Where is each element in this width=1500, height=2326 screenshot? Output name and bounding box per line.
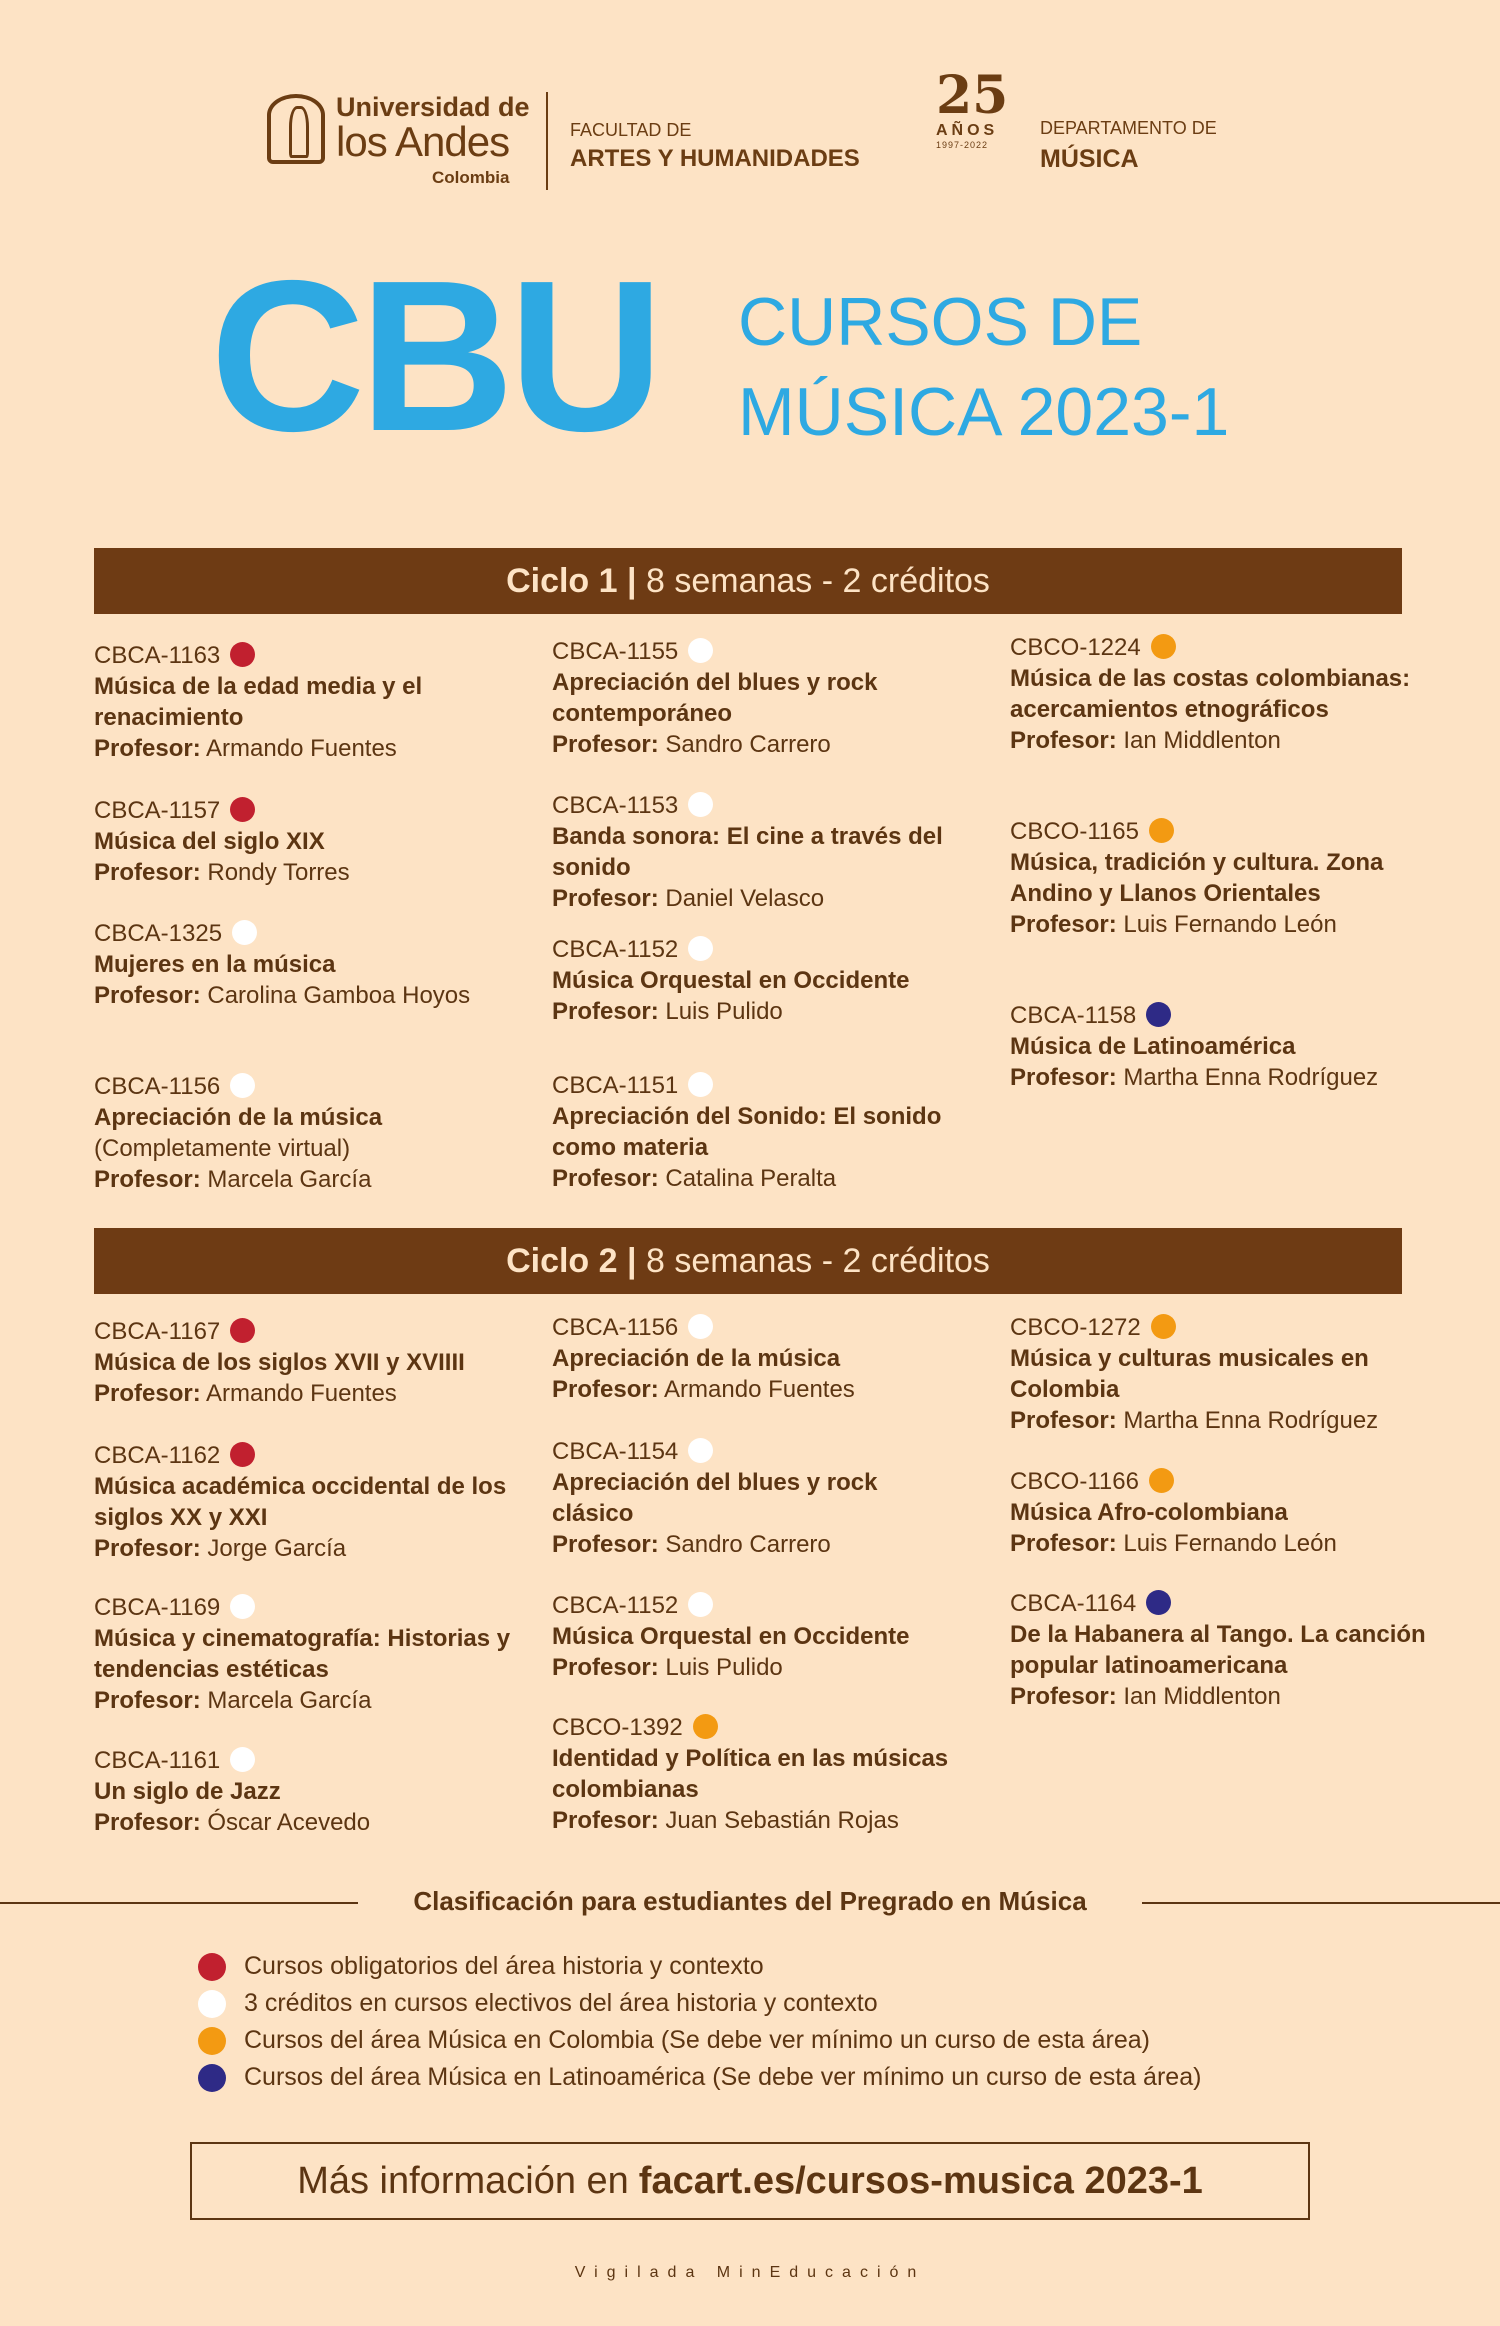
professor-name: Daniel Velasco bbox=[665, 885, 825, 912]
course-card bbox=[1010, 1000, 1450, 1093]
course-code: CBCA-1158 bbox=[1010, 1002, 1137, 1029]
course-title: Un siglo de Jazz bbox=[94, 1778, 281, 1805]
cycle2-details: 8 semanas - 2 créditos bbox=[645, 1241, 990, 1280]
legend-item bbox=[198, 2063, 1201, 2092]
course-professor bbox=[552, 883, 962, 914]
more-info-prefix: Más información en bbox=[297, 2159, 629, 2202]
professor-name: Luis Fernando León bbox=[1123, 1530, 1337, 1557]
professor-label: Profesor: bbox=[94, 1380, 201, 1407]
course-code: CBCA-1169 bbox=[94, 1594, 221, 1621]
course-professor bbox=[552, 1805, 962, 1836]
course-title: Música y cinematografía: Historias y tendencias estéticas bbox=[94, 1625, 511, 1683]
hero-acronym: CBU bbox=[210, 235, 658, 476]
course-code: CBCA-1156 bbox=[94, 1073, 221, 1100]
faculty-name: ARTES Y HUMANIDADES bbox=[570, 145, 860, 172]
professor-name: Juan Sebastián Rojas bbox=[665, 1807, 899, 1834]
professor-name: Sandro Carrero bbox=[665, 731, 831, 758]
course-title: Música de las costas colombianas: acercamientos etnográficos bbox=[1010, 665, 1411, 723]
course-title: Mujeres en la música bbox=[94, 951, 336, 978]
course-title: Banda sonora: El cine a través del sonido bbox=[552, 823, 943, 881]
course-code: CBCA-1161 bbox=[94, 1747, 221, 1774]
course-code: CBCA-1152 bbox=[552, 1592, 679, 1619]
classification-title: Clasificación para estudiantes del Pregrado en Música bbox=[413, 1886, 1087, 1916]
legend-text: 3 créditos en cursos electivos del área historia y contexto bbox=[244, 1989, 878, 2017]
professor-label: Profesor: bbox=[94, 982, 201, 1009]
course-code: CBCA-1153 bbox=[552, 792, 679, 819]
legend-item bbox=[198, 1952, 764, 1981]
professor-label: Profesor: bbox=[1010, 911, 1117, 938]
professor-name: Armando Fuentes bbox=[206, 1380, 397, 1407]
professor-label: Profesor: bbox=[552, 1654, 659, 1681]
course-code: CBCA-1167 bbox=[94, 1318, 221, 1345]
anniversary-logo bbox=[936, 65, 1009, 150]
course-professor bbox=[94, 1685, 514, 1716]
course-code: CBCO-1272 bbox=[1010, 1314, 1141, 1341]
professor-label: Profesor: bbox=[94, 735, 201, 762]
course-code: CBCA-1155 bbox=[552, 638, 679, 665]
course-card bbox=[552, 934, 962, 1027]
navy-dot-icon bbox=[198, 2064, 226, 2092]
course-title: Apreciación del Sonido: El sonido como materia bbox=[552, 1103, 942, 1161]
course-title: Música, tradición y cultura. Zona Andino y Llanos Orientales bbox=[1010, 849, 1384, 907]
course-title: Música Orquestal en Occidente bbox=[552, 1623, 910, 1650]
university-logo-icon bbox=[267, 94, 325, 164]
course-card bbox=[1010, 1466, 1450, 1559]
professor-label: Profesor: bbox=[1010, 1530, 1117, 1557]
course-professor bbox=[1010, 1528, 1450, 1559]
professor-label: Profesor: bbox=[552, 731, 659, 758]
faculty-label: FACULTAD DE bbox=[570, 120, 692, 140]
course-card bbox=[552, 790, 962, 914]
anniversary-years: 1997-2022 bbox=[936, 140, 989, 150]
course-title: Música del siglo XIX bbox=[94, 828, 325, 855]
course-title: Música de los siglos XVII y XVIIII bbox=[94, 1349, 465, 1376]
professor-name: Catalina Peralta bbox=[665, 1165, 837, 1192]
orange-dot-icon bbox=[1151, 1314, 1176, 1339]
white-dot-icon bbox=[230, 1073, 255, 1098]
professor-name: Ian Middlenton bbox=[1123, 727, 1281, 754]
navy-dot-icon bbox=[1146, 1002, 1171, 1027]
red-dot-icon bbox=[230, 1442, 255, 1467]
more-info-link[interactable]: facart.es/cursos-musica 2023-1 bbox=[638, 2159, 1203, 2202]
header-divider bbox=[546, 92, 548, 190]
course-card bbox=[94, 795, 514, 888]
professor-name: Marcela García bbox=[207, 1687, 372, 1714]
cycle2-header bbox=[94, 1228, 1402, 1294]
course-professor bbox=[552, 1652, 962, 1683]
legend-text: Cursos del área Música en Colombia (Se debe ver mínimo un curso de esta área) bbox=[244, 2026, 1150, 2054]
professor-name: Marcela García bbox=[207, 1166, 372, 1193]
course-code: CBCA-1156 bbox=[552, 1314, 679, 1341]
university-country: Colombia bbox=[432, 168, 510, 187]
professor-name: Óscar Acevedo bbox=[207, 1809, 371, 1836]
professor-name: Armando Fuentes bbox=[206, 735, 397, 762]
course-code: CBCO-1392 bbox=[552, 1714, 683, 1741]
course-code: CBCA-1162 bbox=[94, 1442, 221, 1469]
course-code: CBCA-1151 bbox=[552, 1072, 679, 1099]
cycle2-title: Ciclo 2 bbox=[506, 1241, 618, 1280]
professor-name: Armando Fuentes bbox=[664, 1376, 855, 1403]
professor-label: Profesor: bbox=[94, 1535, 201, 1562]
course-title: Apreciación del blues y rock clásico bbox=[552, 1469, 878, 1527]
course-card bbox=[94, 640, 514, 764]
professor-name: Carolina Gamboa Hoyos bbox=[207, 982, 471, 1009]
white-dot-icon bbox=[688, 936, 713, 961]
course-professor bbox=[1010, 1405, 1450, 1436]
professor-name: Rondy Torres bbox=[207, 859, 350, 886]
professor-label: Profesor: bbox=[552, 885, 659, 912]
professor-name: Sandro Carrero bbox=[665, 1531, 831, 1558]
more-info-box bbox=[190, 2142, 1310, 2220]
university-name-line2: los Andes bbox=[336, 118, 510, 165]
course-code: CBCO-1165 bbox=[1010, 818, 1139, 845]
course-card bbox=[552, 1312, 962, 1405]
professor-name: Luis Pulido bbox=[665, 1654, 783, 1681]
course-professor bbox=[552, 1529, 962, 1560]
course-professor bbox=[94, 980, 514, 1011]
red-dot-icon bbox=[198, 1953, 226, 1981]
course-title: Apreciación de la música bbox=[552, 1345, 841, 1372]
course-professor bbox=[1010, 1681, 1450, 1712]
white-dot-icon bbox=[230, 1747, 255, 1772]
course-code: CBCO-1224 bbox=[1010, 634, 1141, 661]
department-label: DEPARTAMENTO DE bbox=[1040, 118, 1217, 138]
course-professor bbox=[1010, 725, 1450, 756]
course-card bbox=[552, 1590, 962, 1683]
white-dot-icon bbox=[688, 1314, 713, 1339]
department-name: MÚSICA bbox=[1040, 145, 1139, 173]
cycle1-title: Ciclo 1 bbox=[506, 561, 618, 600]
course-title: Identidad y Política en las músicas colombianas bbox=[552, 1745, 949, 1803]
white-dot-icon bbox=[688, 1438, 713, 1463]
professor-label: Profesor: bbox=[552, 1376, 659, 1403]
course-code: CBCA-1154 bbox=[552, 1438, 679, 1465]
white-dot-icon bbox=[688, 1592, 713, 1617]
course-title: Música y culturas musicales en Colombia bbox=[1010, 1345, 1369, 1403]
course-professor bbox=[94, 733, 514, 764]
white-dot-icon bbox=[232, 920, 257, 945]
course-professor bbox=[94, 1807, 514, 1838]
course-title: Música académica occidental de los siglos XX y XXI bbox=[94, 1473, 507, 1531]
course-code: CBCA-1164 bbox=[1010, 1590, 1137, 1617]
professor-label: Profesor: bbox=[552, 1807, 659, 1834]
course-card bbox=[94, 918, 514, 1011]
course-title: Música Orquestal en Occidente bbox=[552, 967, 910, 994]
legend-item bbox=[198, 1989, 878, 2018]
course-card bbox=[1010, 1312, 1450, 1436]
course-title: Apreciación de la música bbox=[94, 1104, 383, 1131]
course-professor bbox=[1010, 909, 1450, 940]
course-professor bbox=[94, 1164, 514, 1195]
navy-dot-icon bbox=[1146, 1590, 1171, 1615]
course-title: Música de la edad media y el renacimiento bbox=[94, 673, 423, 731]
white-dot-icon bbox=[688, 1072, 713, 1097]
red-dot-icon bbox=[230, 1318, 255, 1343]
professor-label: Profesor: bbox=[94, 859, 201, 886]
course-code: CBCA-1157 bbox=[94, 797, 221, 824]
classification-divider-right bbox=[1142, 1902, 1500, 1904]
course-card bbox=[1010, 632, 1450, 756]
course-code: CBCO-1166 bbox=[1010, 1468, 1139, 1495]
anniversary-label: AÑOS bbox=[936, 122, 999, 139]
course-card bbox=[94, 1071, 514, 1195]
course-professor bbox=[1010, 1062, 1450, 1093]
cycle1-separator: | bbox=[627, 561, 637, 600]
cycle1-header bbox=[94, 548, 1402, 614]
course-title: De la Habanera al Tango. La canción popular latinoamericana bbox=[1010, 1621, 1426, 1679]
white-dot-icon bbox=[688, 792, 713, 817]
course-card bbox=[94, 1440, 514, 1564]
cycle1-details: 8 semanas - 2 créditos bbox=[645, 561, 990, 600]
professor-label: Profesor: bbox=[1010, 1683, 1117, 1710]
orange-dot-icon bbox=[1151, 634, 1176, 659]
course-professor bbox=[94, 857, 514, 888]
course-title: Apreciación del blues y rock contemporáneo bbox=[552, 669, 878, 727]
course-professor bbox=[552, 996, 962, 1027]
professor-label: Profesor: bbox=[552, 998, 659, 1025]
orange-dot-icon bbox=[1149, 818, 1174, 843]
course-note: (Completamente virtual) bbox=[94, 1135, 351, 1162]
professor-label: Profesor: bbox=[552, 1165, 659, 1192]
professor-label: Profesor: bbox=[94, 1809, 201, 1836]
anniversary-number: 25 bbox=[936, 65, 1009, 126]
orange-dot-icon bbox=[1149, 1468, 1174, 1493]
orange-dot-icon bbox=[198, 2027, 226, 2055]
course-professor bbox=[552, 729, 962, 760]
course-title: Música Afro-colombiana bbox=[1010, 1499, 1288, 1526]
professor-label: Profesor: bbox=[552, 1531, 659, 1558]
red-dot-icon bbox=[230, 797, 255, 822]
professor-name: Luis Fernando León bbox=[1123, 911, 1337, 938]
course-card bbox=[94, 1316, 514, 1409]
professor-label: Profesor: bbox=[94, 1687, 201, 1714]
white-dot-icon bbox=[688, 638, 713, 663]
course-title: Música de Latinoamérica bbox=[1010, 1033, 1296, 1060]
professor-name: Jorge García bbox=[207, 1535, 347, 1562]
course-card bbox=[552, 1070, 962, 1194]
white-dot-icon bbox=[198, 1990, 226, 2018]
university-name-line1: Universidad de bbox=[336, 92, 530, 122]
professor-label: Profesor: bbox=[94, 1166, 201, 1193]
professor-name: Luis Pulido bbox=[665, 998, 783, 1025]
professor-name: Ian Middlenton bbox=[1123, 1683, 1281, 1710]
white-dot-icon bbox=[230, 1594, 255, 1619]
legend-text: Cursos del área Música en Latinoamérica (Se debe ver mínimo un curso de esta área) bbox=[244, 2063, 1202, 2091]
course-card bbox=[1010, 1588, 1450, 1712]
course-card bbox=[94, 1592, 514, 1716]
course-card bbox=[552, 1436, 962, 1560]
course-card bbox=[1010, 816, 1450, 940]
course-code: CBCA-1325 bbox=[94, 920, 223, 947]
course-professor bbox=[552, 1374, 962, 1405]
professor-label: Profesor: bbox=[1010, 1407, 1117, 1434]
vigilada-footer: Vigilada MinEducación bbox=[574, 2264, 926, 2281]
course-code: CBCA-1152 bbox=[552, 936, 679, 963]
legend-text: Cursos obligatorios del área historia y contexto bbox=[244, 1952, 764, 1980]
course-professor bbox=[552, 1163, 962, 1194]
professor-name: Martha Enna Rodríguez bbox=[1123, 1064, 1379, 1091]
professor-name: Martha Enna Rodríguez bbox=[1123, 1407, 1379, 1434]
course-code: CBCA-1163 bbox=[94, 642, 221, 669]
red-dot-icon bbox=[230, 642, 255, 667]
professor-label: Profesor: bbox=[1010, 727, 1117, 754]
course-professor bbox=[94, 1378, 514, 1409]
legend-item bbox=[198, 2026, 1150, 2055]
orange-dot-icon bbox=[693, 1714, 718, 1739]
professor-label: Profesor: bbox=[1010, 1064, 1117, 1091]
course-card bbox=[94, 1745, 514, 1838]
course-professor bbox=[94, 1533, 514, 1564]
course-card bbox=[552, 636, 962, 760]
course-card bbox=[552, 1712, 962, 1836]
hero-subtitle-line2: MÚSICA 2023-1 bbox=[738, 374, 1230, 450]
cycle2-separator: | bbox=[627, 1241, 637, 1280]
hero-subtitle-line1: CURSOS DE bbox=[738, 284, 1143, 360]
